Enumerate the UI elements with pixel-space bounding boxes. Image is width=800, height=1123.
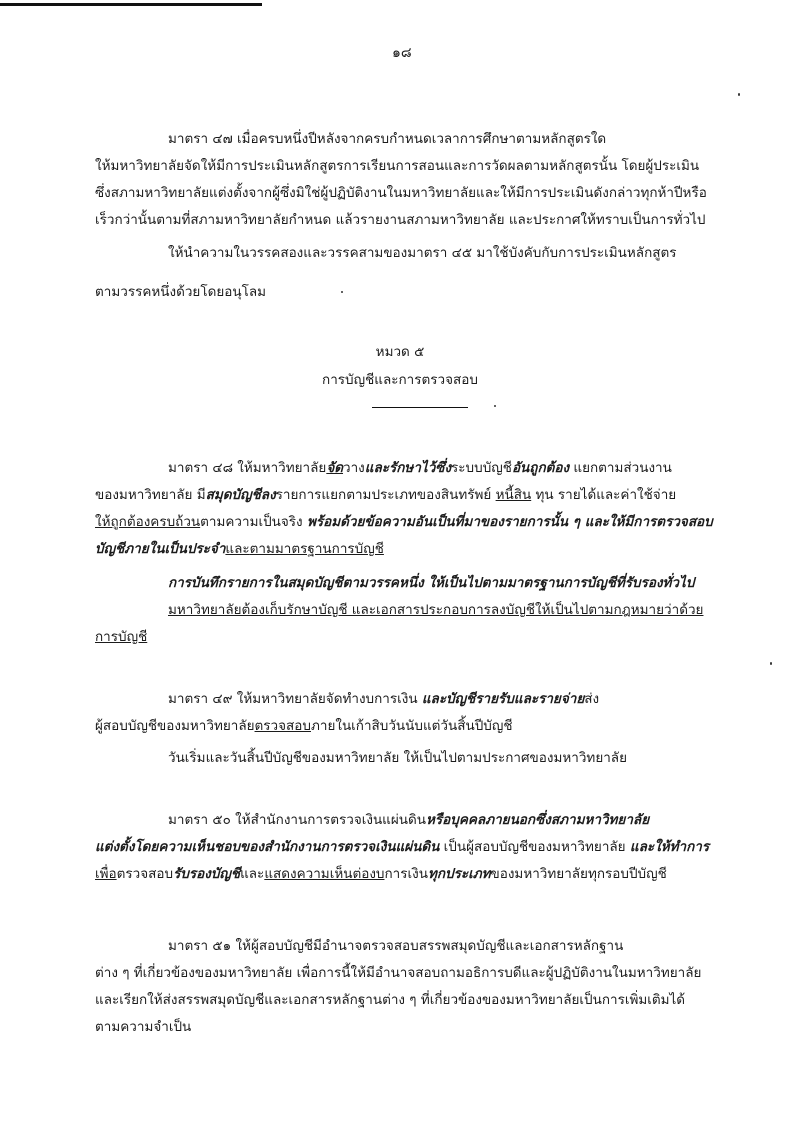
section-47-line-5: ให้นำความในวรรคสองและวรรคสามของมาตรา ๔๕ มาใช้บังคับกับการประเมินหลักสูตร [168, 245, 677, 261]
section-50-line-1 [168, 811, 649, 829]
amendment-text: และบัญชีรายรับและรายจ่าย [421, 691, 585, 707]
text-run: มาตรา ๕๐ ให้สำนักงานการตรวจเงินแผ่นดิน [168, 812, 427, 828]
section-49-line-3: วันเริ่มและวันสิ้นปีบัญชีของมหาวิทยาลัย ให้เป็นไปตามประกาศของมหาวิทยาลัย [168, 750, 627, 766]
heading-divider [372, 407, 468, 408]
scan-top-edge-mark [0, 3, 262, 6]
text-run: ส่ง [584, 691, 600, 707]
text-run: ภายในเก้าสิบวันนับแต่วันสิ้นปีบัญชี [310, 718, 513, 734]
amendment-text: และรักษาไว้ซึ่ง [364, 460, 452, 476]
text-run: วาง [343, 460, 365, 476]
section-51-line-2: ต่าง ๆ ที่เกี่ยวข้องของมหาวิทยาลัย เพื่อการนี้ให้มีอำนาจสอบถามอธิการบดีและผู้ปฏิบัติงานในมหาวิทยาลัย [95, 965, 702, 981]
amendment-text: พร้อมด้วยข้อความอันเป็นที่มาของรายการนั้น ๆ และให้มีการตรวจสอบ [306, 514, 713, 530]
text-run: รายการแยกตามประเภทของสินทรัพย์ [275, 487, 496, 503]
text-run: ผู้สอบบัญชีของมหาวิทยาลัย [95, 718, 255, 734]
section-48-line-2 [95, 486, 676, 504]
underlined-text: ตรวจสอบ [254, 718, 311, 734]
amendment-text: บัญชีภายในเป็นประจำ [95, 541, 226, 557]
text-run: แยกตามส่วนงาน [569, 460, 672, 476]
section-48-line-5: การบันทึกรายการในสมุดบัญชีตามวรรคหนึ่ง ให้เป็นไปตามมาตรฐานการบัญชีที่รับรองทั่วไป [168, 575, 695, 591]
text-run: มาตรา ๔๙ ให้มหาวิทยาลัยจัดทำงบการเงิน [168, 691, 422, 707]
underlined-text: ตามมาตรฐานการบัญชี [249, 541, 384, 557]
underlined-text: และ [225, 541, 250, 557]
amendment-text: ทุกประเภท [427, 866, 491, 882]
amendment-text: สมุดบัญชีลง [205, 487, 276, 503]
text-run: การเงิน [384, 866, 428, 882]
section-47-line-2: ให้มหาวิทยาลัยจัดให้มีการประเมินหลักสูตรการเรียนการสอนและการวัดผลตามหลักสูตรนั้น โดยผู้ประเมิน [95, 158, 700, 174]
scan-speck [738, 93, 740, 96]
amendment-text: แต่งตั้งโดยความเห็นชอบของสำนักงานการตรวจเงินแผ่นดิน [95, 839, 440, 855]
text-run: ระบบบัญชี [451, 460, 512, 476]
section-48-line-3 [95, 513, 713, 531]
underlined-text: ให้ถูกต้องครบถ้วน [95, 514, 201, 530]
section-47-line-1: มาตรา ๔๗ เมื่อครบหนึ่งปีหลังจากครบกำหนดเวลาการศึกษาตามหลักสูตรใด [168, 131, 607, 147]
section-50-line-2 [95, 838, 709, 856]
section-49-line-1 [168, 690, 599, 708]
amendment-text: และให้ทำการ [629, 839, 710, 855]
section-48-line-7: การบัญชี [95, 629, 148, 645]
scan-speck [494, 405, 496, 407]
page-number: ๑๘ [392, 45, 412, 61]
amendment-text: จัด [326, 460, 344, 476]
section-51-line-1: มาตรา ๕๑ ให้ผู้สอบบัญชีมีอำนาจตรวจสอบสรรพสมุดบัญชีและเอกสารหลักฐาน [168, 938, 624, 954]
text-run: ของมหาวิทยาลัยทุกรอบปีบัญชี [490, 866, 667, 882]
section-48-line-6: มหาวิทยาลัยต้องเก็บรักษาบัญชี และเอกสารประกอบการลงบัญชีให้เป็นไปตามกฎหมายว่าด้วย [168, 602, 704, 618]
section-51-line-4: ตามความจำเป็น [95, 1019, 192, 1035]
amendment-text: อันถูกต้อง [511, 460, 570, 476]
amendment-text: รับรองบัญชี [173, 866, 241, 882]
section-48-line-1 [168, 459, 672, 477]
section-48-line-4 [95, 540, 384, 558]
scan-speck [341, 291, 343, 293]
text-run: ตรวจสอบ [116, 866, 174, 882]
text-run: มาตรา ๔๘ ให้มหาวิทยาลัย [168, 460, 327, 476]
section-49-line-2 [95, 717, 513, 735]
section-51-line-3: และเรียกให้ส่งสรรพสมุดบัญชีและเอกสารหลักฐานต่าง ๆ ที่เกี่ยวข้องของมหาวิทยาลัยเป็นการเพิ่มเติมได้ [95, 992, 686, 1008]
underlined-text: เพื่อ [95, 866, 117, 882]
amendment-text: หรือบุคคลภายนอกซึ่งสภามหาวิทยาลัย [426, 812, 650, 828]
text-run: ทุน รายได้และค่าใช้จ่าย [531, 487, 677, 503]
section-47-line-3: ซึ่งสภามหาวิทยาลัยแต่งตั้งจากผู้ซึ่งมิใช่ผู้ปฏิบัติงานในมหาวิทยาลัยและให้มีการประเมินดังกล่าวทุกห้าปีหรือ [95, 185, 707, 201]
section-47-line-6: ตามวรรคหนึ่งด้วยโดยอนุโลม [95, 284, 267, 300]
chapter-number: หมวด ๕ [375, 344, 425, 360]
text-run: ตามความเป็นจริง [200, 514, 307, 530]
text-run: ของมหาวิทยาลัย มี [95, 487, 206, 503]
text-run: เป็นผู้สอบบัญชีของมหาวิทยาลัย [439, 839, 630, 855]
chapter-title: การบัญชีและการตรวจสอบ [322, 372, 478, 388]
underlined-text: หนี้สิน [495, 487, 532, 503]
section-50-line-3 [95, 865, 667, 883]
section-47-line-4: เร็วกว่านั้นตามที่สภามหาวิทยาลัยกำหนด แล้วรายงานสภามหาวิทยาลัย และประกาศให้ทราบเป็นการทั่วไป [95, 212, 706, 228]
scan-speck [770, 662, 772, 665]
underlined-text: แสดงความเห็นต่องบ [264, 866, 385, 882]
text-run: และ [240, 866, 265, 882]
